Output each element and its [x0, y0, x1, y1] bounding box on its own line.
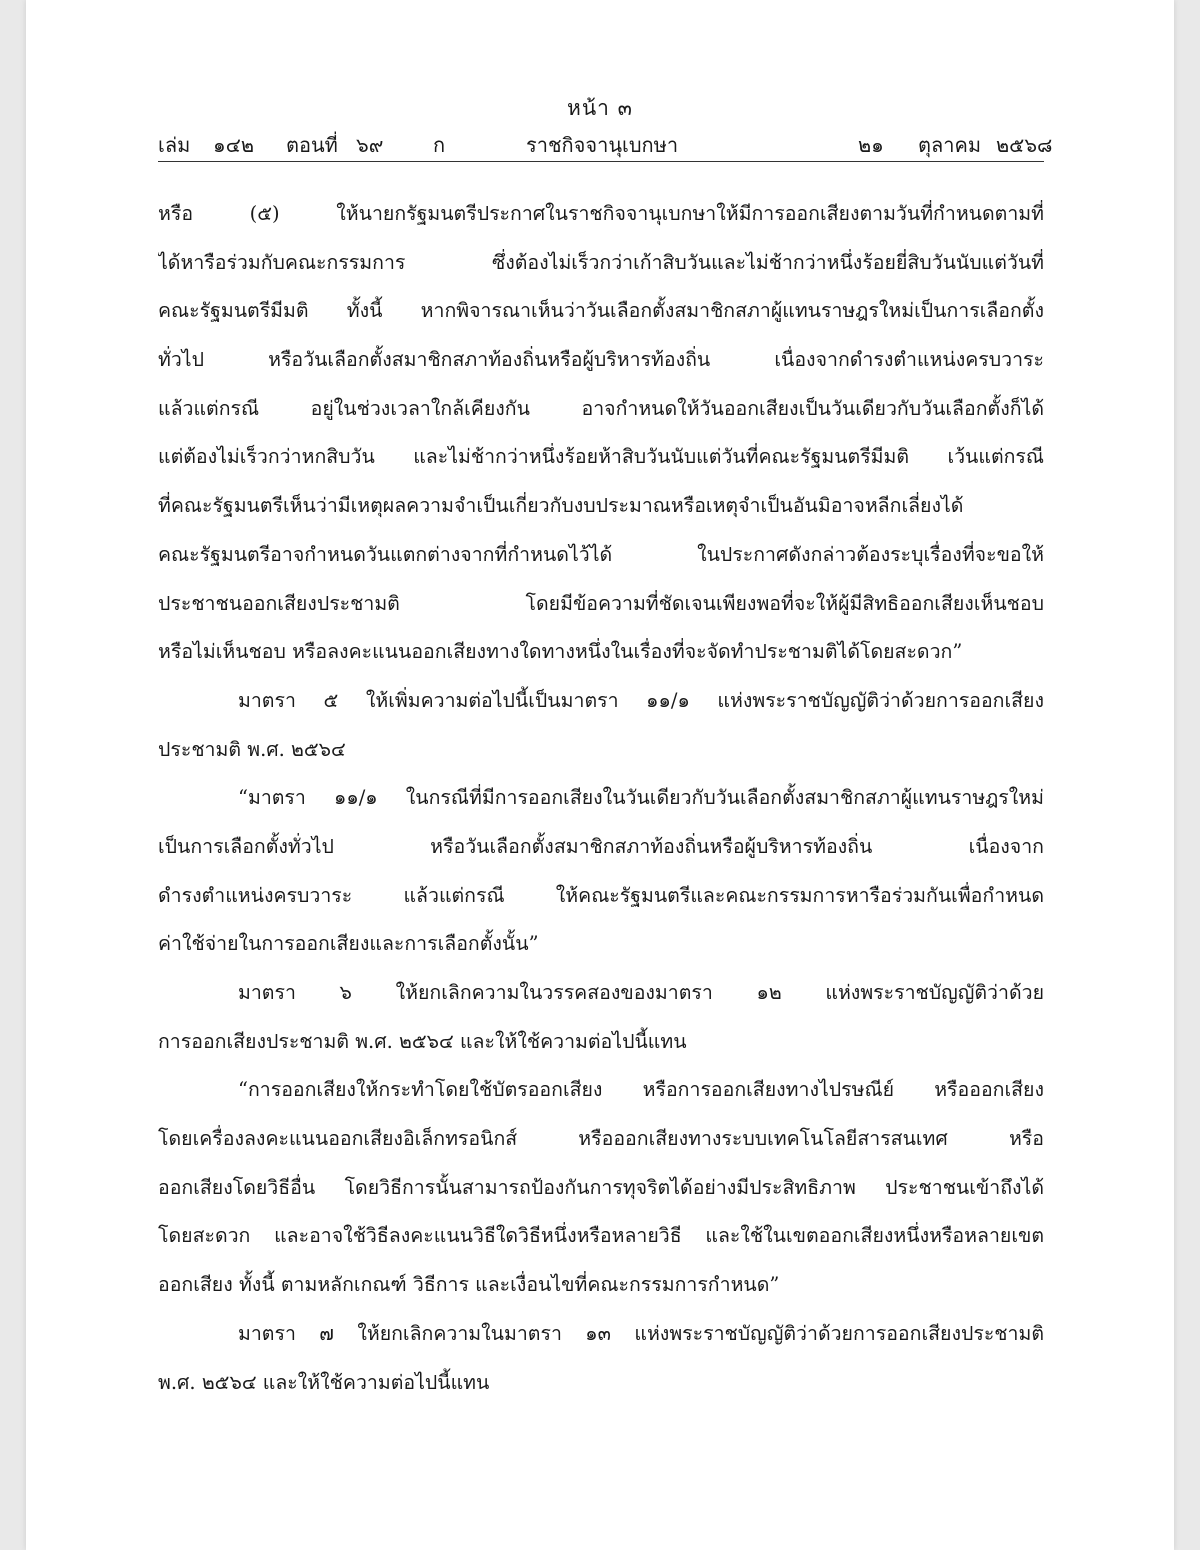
section-11-1-line: “มาตรา ๑๑/๑ ในกรณีที่มีการออกเสียงในวันเดียวกับวันเลือกตั้งสมาชิกสภาผู้แทนราษฎรใหม่ — [238, 786, 1044, 810]
gazette-header — [158, 129, 1053, 162]
body-line: ประชามติ พ.ศ. ๒๕๖๔ — [158, 737, 346, 761]
date-day: ๒๑ — [858, 133, 884, 157]
body-line: หรือ (๕) ให้นายกรัฐมนตรีประกาศในราชกิจจานุเบกษาให้มีการออกเสียงตามวันที่กำหนดตามที่ — [158, 202, 1044, 225]
section-5-heading-line: มาตรา ๕ ให้เพิ่มความต่อไปนี้เป็นมาตรา ๑๑/๑ แห่งพระราชบัญญัติว่าด้วยการออกเสียง — [238, 688, 1044, 712]
page-number: หน้า ๓ — [566, 96, 634, 120]
body-line: เป็นการเลือกตั้งทั่วไป หรือวันเลือกตั้งสมาชิกสภาท้องถิ่นหรือผู้บริหารท้องถิ่น เนื่องจาก — [158, 834, 1044, 858]
body-line: หรือไม่เห็นชอบ หรือลงคะแนนออกเสียงทางใดทางหนึ่งในเรื่องที่จะจัดทำประชามติได้โดยสะดวก” — [158, 640, 963, 664]
gazette-title: ราชกิจจานุเบกษา — [526, 133, 679, 157]
body-line: ได้หารือร่วมกับคณะกรรมการ ซึ่งต้องไม่เร็วกว่าเก้าสิบวันและไม่ช้ากว่าหนึ่งร้อยยี่สิบวันนับแต่วันที่ — [158, 250, 1044, 274]
body-line: โดยเครื่องลงคะแนนออกเสียงอิเล็กทรอนิกส์ หรือออกเสียงทางระบบเทคโนโลยีสารสนเทศ หรือ — [158, 1127, 1044, 1151]
issue-label: ตอนที่ — [286, 133, 338, 157]
issue-number: ๖๙ — [356, 133, 384, 157]
body-line: การออกเสียงประชามติ พ.ศ. ๒๕๖๔ และให้ใช้ความต่อไปนี้แทน — [158, 1029, 687, 1053]
section-7-heading-line: มาตรา ๗ ให้ยกเลิกความในมาตรา ๑๓ แห่งพระราชบัญญัติว่าด้วยการออกเสียงประชามติ — [238, 1321, 1044, 1345]
body-line: ออกเสียง ทั้งนี้ ตามหลักเกณฑ์ วิธีการ และเงื่อนไขที่คณะกรรมการกำหนด” — [158, 1273, 780, 1297]
section-6-heading-line: มาตรา ๖ ให้ยกเลิกความในวรรคสองของมาตรา ๑๒ แห่งพระราชบัญญัติว่าด้วย — [238, 981, 1044, 1004]
body-line: คณะรัฐมนตรีมีมติ ทั้งนี้ หากพิจารณาเห็นว่าวันเลือกตั้งสมาชิกสภาผู้แทนราษฎรใหม่เป็นการเลือกตั้ง — [158, 299, 1044, 323]
body-line: คณะรัฐมนตรีอาจกำหนดวันแตกต่างจากที่กำหนดไว้ได้ ในประกาศดังกล่าวต้องระบุเรื่องที่จะขอให้ — [158, 542, 1044, 566]
volume-label: เล่ม — [158, 133, 191, 157]
body-line: ที่คณะรัฐมนตรีเห็นว่ามีเหตุผลความจำเป็นเกี่ยวกับงบประมาณหรือเหตุจำเป็นอันมิอาจหลีกเลี่ยงได้ — [158, 494, 964, 518]
body-line: ดำรงตำแหน่งครบวาระ แล้วแต่กรณี ให้คณะรัฐมนตรีและคณะกรรมการหารือร่วมกันเพื่อกำหนด — [158, 883, 1044, 907]
body-line: ออกเสียงโดยวิธีอื่น โดยวิธีการนั้นสามารถป้องกันการทุจริตได้อย่างมีประสิทธิภาพ ประชาชนเข้าถึงได้ — [158, 1175, 1044, 1199]
section-12-quote-line: “การออกเสียงให้กระทำโดยใช้บัตรออกเสียง หรือการออกเสียงทางไปรษณีย์ หรือออกเสียง — [238, 1078, 1044, 1102]
body-line: ทั่วไป หรือวันเลือกตั้งสมาชิกสภาท้องถิ่นหรือผู้บริหารท้องถิ่น เนื่องจากดำรงตำแหน่งครบวาระ — [158, 348, 1044, 372]
date-month: ตุลาคม — [918, 133, 982, 157]
body-line: ค่าใช้จ่ายในการออกเสียงและการเลือกตั้งนั้น” — [158, 932, 539, 956]
body-line: แล้วแต่กรณี อยู่ในช่วงเวลาใกล้เคียงกัน อาจกำหนดให้วันออกเสียงเป็นวันเดียวกับวันเลือกตั้งก็ได้ — [158, 396, 1044, 420]
document-body — [158, 190, 1044, 1407]
body-line: พ.ศ. ๒๕๖๔ และให้ใช้ความต่อไปนี้แทน — [158, 1370, 490, 1394]
date-year: ๒๕๖๘ — [996, 133, 1053, 157]
gazette-page — [26, 0, 1174, 1550]
body-line: โดยสะดวก และอาจใช้วิธีลงคะแนนวิธีใดวิธีหนึ่งหรือหลายวิธี และใช้ในเขตออกเสียงหนึ่งหรือหลายเขต — [158, 1224, 1044, 1248]
body-line: ประชาชนออกเสียงประชามติ โดยมีข้อความที่ชัดเจนเพียงพอที่จะให้ผู้มีสิทธิออกเสียงเห็นชอบ — [158, 591, 1044, 615]
section-letter: ก — [433, 133, 446, 157]
body-line: แต่ต้องไม่เร็วกว่าหกสิบวัน และไม่ช้ากว่าหนึ่งร้อยห้าสิบวันนับแต่วันที่คณะรัฐมนตรีมีมติ เว้นแต่กรณี — [158, 445, 1044, 469]
volume-number: ๑๔๒ — [213, 133, 255, 157]
